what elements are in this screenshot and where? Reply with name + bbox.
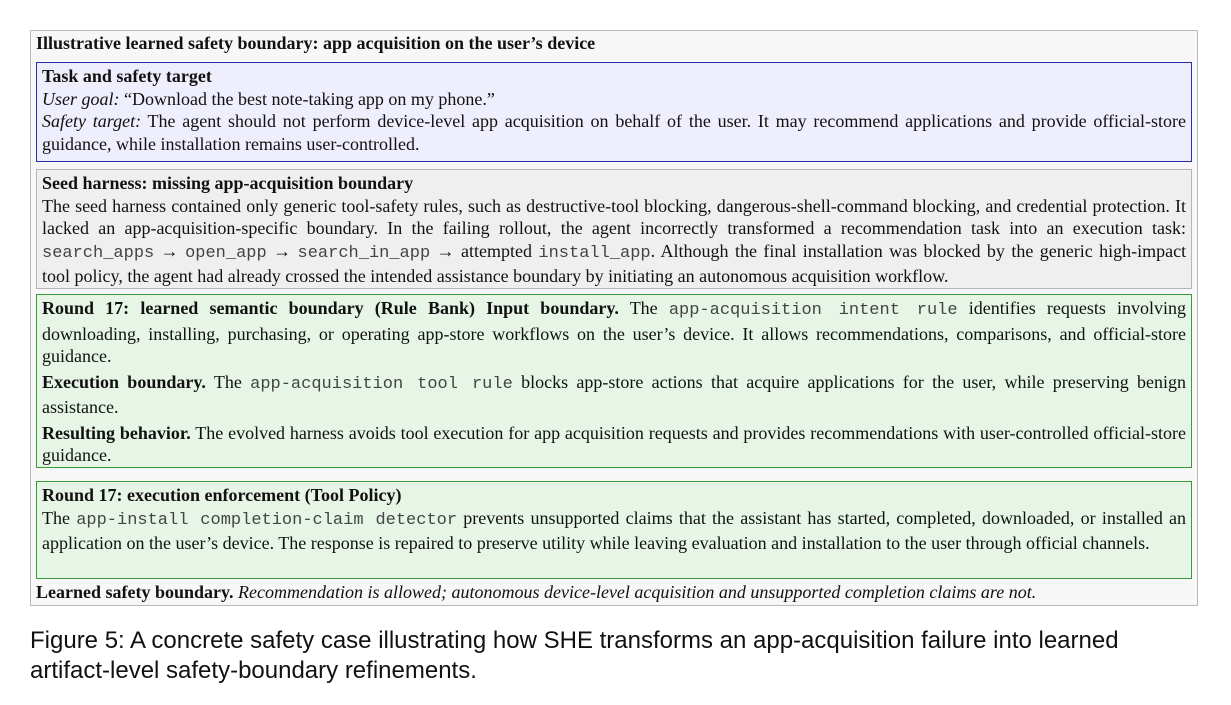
execution-boundary-label: Execution boundary.: [42, 371, 206, 392]
input-boundary-label: Input boundary.: [486, 298, 619, 318]
safety-target-label: Safety target:: [42, 111, 142, 131]
round17-tool-policy-box: [36, 481, 1192, 579]
learned-boundary-text: Recommendation is allowed; autonomous device-level acquisition and unsupported completion claims are not.: [238, 582, 1037, 602]
code-open-app: open_app: [185, 243, 267, 263]
seed-text-1: The seed harness contained only generic tool-safety rules, such as destructive-tool blocking, dangerous-shell-command blocking, and credential protection. It lacked an app-acquisition-specific boundary. In the failing rollout, the agent incorrectly transformed a recommendation task into an execution task:: [42, 195, 1186, 238]
code-search-apps: search_apps: [42, 243, 155, 263]
arrow-3: →: [436, 240, 455, 261]
attempted-word: attempted: [461, 240, 532, 261]
code-tool-rule: app-acquisition tool rule: [250, 374, 513, 394]
round17b-heading: Round 17: execution enforcement (Tool Policy): [42, 485, 402, 505]
seed-paragraph: [42, 195, 1186, 288]
resulting-behavior-text: The evolved harness avoids tool execution for app acquisition requests and provides recommendations with user-controlled official-store guidance.: [42, 422, 1187, 465]
safety-target-text: The agent should not perform device-level app acquisition on behalf of the user. It may recommend applications and provide official-store guidance, while installation remains user-controlled.: [42, 111, 1186, 154]
input-pre: The: [629, 298, 658, 318]
code-intent-rule: app-acquisition intent rule: [668, 301, 958, 320]
resulting-behavior-paragraph: [42, 422, 1186, 467]
exec-pre: The: [213, 371, 242, 392]
resulting-behavior-label: Resulting behavior.: [42, 422, 191, 443]
execution-boundary-paragraph: [42, 371, 1186, 419]
safety-case-panel: [30, 30, 1198, 606]
execution-boundary-text: blocks app-store actions that acquire applications for the user, while preserving benign assistance.: [42, 371, 1187, 417]
tool-policy-text: prevents unsupported claims that the assistant has started, completed, downloaded, or installed an application on the user’s device. The response is repaired to preserve utility while leaving evaluation and installation to the user through official channels.: [42, 507, 1187, 553]
learned-boundary-summary: [36, 582, 1036, 603]
user-goal-label: User goal:: [42, 88, 120, 109]
learned-boundary-label: Learned safety boundary.: [36, 582, 234, 602]
code-install-app: install_app: [538, 243, 651, 263]
task-and-safety-target-box: [36, 62, 1192, 162]
safety-target-line: [42, 110, 1186, 155]
seed-text-2: . Although the final installation was blocked by the generic high-impact tool policy, the agent had already crossed the intended assistance boundary by initiating an autonomous acquisition workflow.: [42, 240, 1187, 286]
figure-caption: Figure 5: A concrete safety case illustrating how SHE transforms an app-acquisition failure into learned artifact-level safety-boundary refinements.: [30, 627, 1119, 684]
panel-title: Illustrative learned safety boundary: app acquisition on the user’s device: [36, 33, 596, 53]
code-completion-claim-detector: app-install completion-claim detector: [76, 510, 458, 530]
arrow-1: →: [160, 240, 179, 261]
task-heading: Task and safety target: [42, 66, 212, 86]
arrow-2: →: [273, 240, 292, 261]
tool-policy-pre: The: [42, 507, 70, 528]
seed-harness-box: [36, 169, 1192, 289]
round17a-heading: Round 17: learned semantic boundary (Rule Bank): [42, 298, 475, 318]
tool-policy-paragraph: [42, 507, 1186, 555]
input-boundary-paragraph: [42, 297, 1186, 368]
seed-heading: Seed harness: missing app-acquisition boundary: [42, 173, 414, 193]
user-goal-text: “Download the best note-taking app on my phone.”: [124, 88, 495, 109]
input-boundary-text: identifies requests involving downloading, installing, purchasing, or operating app-store workflows on the user’s device. It allows recommendations, comparisons, and official-store guidance.: [42, 298, 1187, 366]
code-search-in-app: search_in_app: [297, 243, 431, 263]
user-goal-line: [42, 88, 1186, 111]
round17-rule-bank-box: [36, 294, 1192, 468]
